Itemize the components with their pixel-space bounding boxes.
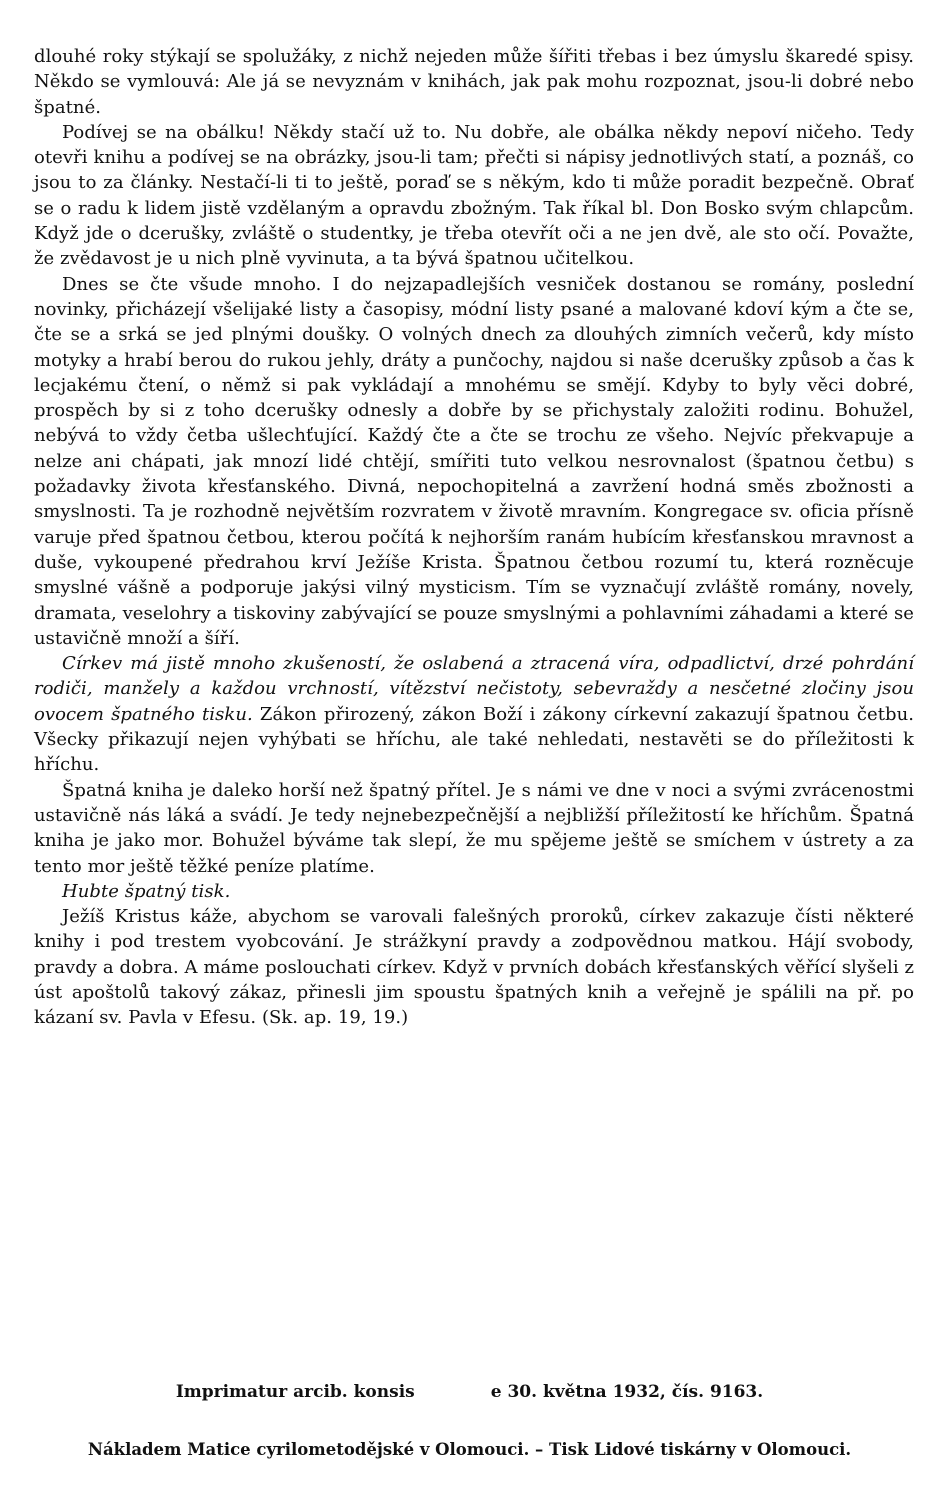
imprimatur-line <box>0 1382 939 1402</box>
paragraph-3: Dnes se čte všude mnoho. I do nejzapadlejších vesniček dostanou se romány, poslední novinky, přicházejí všelijaké listy a časopisy, módní listy psané a malované kdoví kým a čte se, čte se a srká se jed plnými doušky. O volných dnech za dlouhých zimních večerů, kdy místo motyky a hrabí berou do rukou jehly, dráty a punčochy, najdou si naše dcerušky způsob a čas k lecjakému čtení, o němž si pak vykládají a mnohému se smějí. Kdyby to byly věci dobré, prospěch by si z toho dcerušky odnesly a dobře by se přichystaly založiti rodinu. Bohužel, nebývá to vždy četba ušlechťující. Každý čte a čte se trochu ze všeho. Nejvíc překvapuje a nelze ani chápati, jak mnozí lidé chtějí, smířiti tuto velkou nesrovnalost (špatnou četbu) s požadavky života křesťanského. Divná, nepochopitelná a zavržení hodná směs zbožnosti a smyslnosti. Ta je rozhodně největším rozvratem v životě mravním. Kongregace sv. oficia přísně varuje před špatnou četbou, kterou počítá k nejhorším ranám hubícím křesťanskou mravnost a duše, vykoupené předrahou krví Ježíše Krista. Špatnou četbou rozumí tu, která rozněcuje smyslné vášně a podporuje jakýsi vilný mysticism. Tím se vyznačují zvláště romány, novely, dramata, veselohry a tiskoviny zabývající se pouze smyslnými a pohlavními záhadami a které se ustavičně množí a šíří. <box>34 273 914 649</box>
document-body <box>34 44 914 1031</box>
paragraph-4 <box>34 651 914 777</box>
paragraph-1: dlouhé roky stýkají se spolužáky, z nichž nejeden může šířiti třebas i bez úmyslu škaredé spisy. Někdo se vymlouvá: Ale já se nevyznám v knihách, jak pak mohu rozpoznat, jsou-li dobré nebo špatné. <box>34 46 914 118</box>
paragraph-6-heading: Hubte špatný tisk. <box>62 880 231 902</box>
paragraph-7: Ježíš Kristus káže, abychom se varovali falešných proroků, církev zakazuje čísti některé knihy i pod trestem vyobcování. Je strážkyní pravdy a zodpovědnou matkou. Hájí svobody, pravdy a dobra. A máme poslouchati církev. Když v prvních dobách křesťanských věřící slyšeli z úst apoštolů takový zákaz, přinesli jim spoustu špatných knih a veřejně je spálili na př. po kázaní sv. Pavla v Efesu. (Sk. ap. 19, 19.) <box>34 906 914 1029</box>
paragraph-2: Podívej se na obálku! Někdy stačí už to. Nu dobře, ale obálka někdy nepoví ničeho. Tedy otevři knihu a podívej se na obrázky, jsou-li tam; přečti si nápisy jednotlivých statí, a poznáš, co jsou to za články. Nestačí-li ti to ještě, poraď se s někým, kdo ti může poradit bezpečně. Obrať se o radu k lidem jistě vzdělaným a opravdu zbožným. Tak říkal bl. Don Bosko svým chlapcům. Když jde o dcerušky, zvláště o studentky, je třeba otevřít oči a ne jen dvě, ale sto očí. Považte, že zvědavost je u nich plně vyvinuta, a ta bývá špatnou učitelkou. <box>34 121 914 270</box>
paragraph-4-rest: Zákon přirozený, zákon Boží i zákony církevní zakazují špatnou četbu. Všecky přikazují nejen vyhýbati se hříchu, ale také nehledati, nestavěti se do příležitosti k hříchu. <box>34 703 914 776</box>
paragraph-5: Špatná kniha je daleko horší než špatný přítel. Je s námi ve dne v noci a svými zvrácenostmi ustavičně nás láká a svádí. Je tedy nejnebezpečnější a nejbližší příležitostí ke hříchům. Špatná kniha je jako mor. Bohužel býváme tak slepí, že mu spějeme ještě se smíchem v ústrety a za tento mor ještě těžké peníze platíme. <box>34 779 914 877</box>
imprimatur-left: Imprimatur arcib. konsis <box>175 1382 415 1402</box>
imprimatur-right: e 30. května 1932, čís. 9163. <box>490 1382 764 1402</box>
paragraph-4-italic: Církev má jistě mnoho zkušeností, že oslabená a ztracená víra, odpadlictví, drzé pohrdání rodiči, manžely a každou vrchností, vítězství nečistoty, sebevraždy a nesčetné zločiny jsou ovocem špatného tisku. <box>34 653 914 725</box>
publisher-line: Nákladem Matice cyrilometodějské v Olomouci. – Tisk Lidové tiskárny v Olomouci. <box>87 1440 852 1459</box>
